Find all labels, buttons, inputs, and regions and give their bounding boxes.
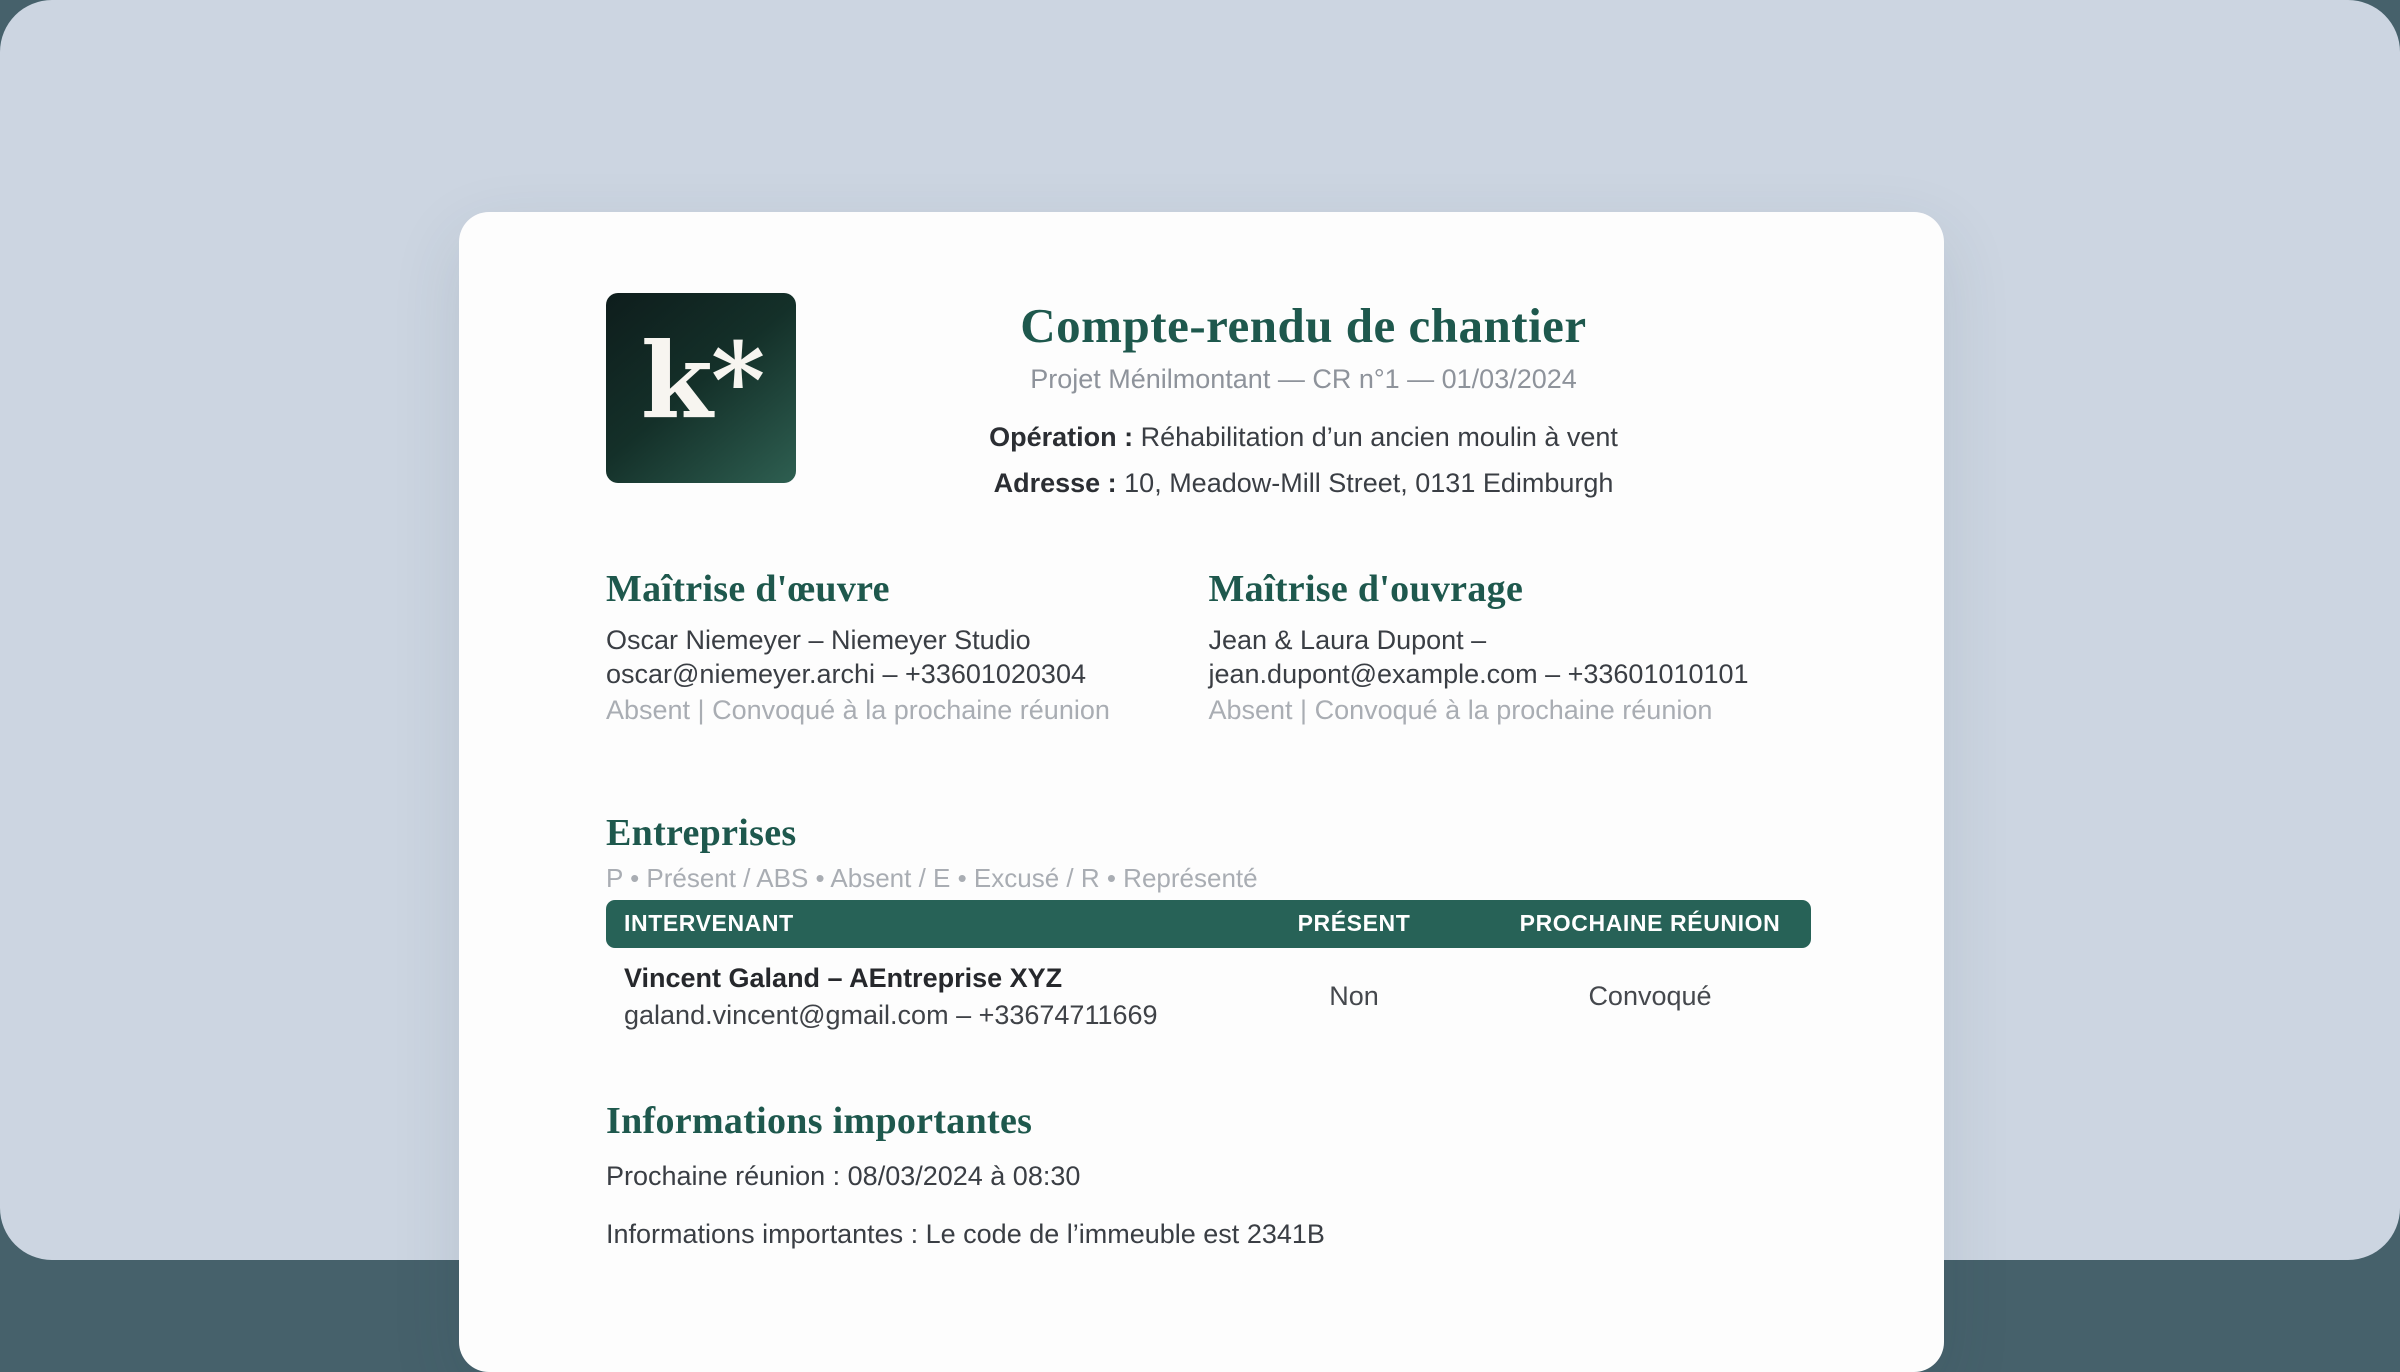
operation-line — [796, 422, 1811, 453]
table-header-row — [606, 900, 1811, 948]
company-logo — [606, 293, 796, 483]
intervenant-cell — [606, 962, 1219, 1031]
intervenant-contact: galand.vincent@gmail.com – +33674711669 — [624, 999, 1158, 1030]
column-header-present: PRÉSENT — [1297, 910, 1411, 937]
presence-legend: P • Présent / ABS • Absent / E • Excusé / R • Représenté — [606, 862, 1258, 893]
entreprises-section — [606, 813, 1811, 1053]
document-subtitle: Projet Ménilmontant — CR n°1 — 01/03/2024 — [1030, 364, 1577, 394]
maitrise-ouvrage-heading: Maîtrise d'ouvrage — [1208, 568, 1524, 610]
document-header — [606, 293, 1811, 499]
present-cell: Non — [1329, 980, 1379, 1011]
party-name: Jean & Laura Dupont – — [1208, 624, 1487, 655]
building-code-line: Informations importantes : Le code de l’immeuble est 2341B — [606, 1219, 1325, 1250]
intervenant-name: Vincent Galand – AEntreprise XYZ — [624, 962, 1063, 993]
address-value: 10, Meadow-Mill Street, 0131 Edimburgh — [1116, 468, 1614, 498]
maitrise-ouvrage-block — [1209, 569, 1812, 727]
next-meeting-line: Prochaine réunion : 08/03/2024 à 08:30 — [606, 1161, 1081, 1192]
party-contact: jean.dupont@example.com – +33601010101 — [1208, 658, 1749, 689]
table-row — [606, 948, 1811, 1053]
column-header-intervenant: INTERVENANT — [624, 910, 794, 937]
logo-mark: k* — [640, 319, 764, 442]
entreprises-heading: Entreprises — [606, 811, 797, 854]
operation-value: Réhabilitation d’un ancien moulin à vent — [1133, 422, 1618, 452]
party-status: Absent | Convoqué à la prochaine réunion — [606, 694, 1110, 725]
maitrise-ouvrage-details — [1209, 623, 1812, 727]
prochaine-reunion-cell: Convoqué — [1588, 980, 1712, 1011]
parties-section — [606, 569, 1811, 727]
maitrise-oeuvre-heading: Maîtrise d'œuvre — [606, 568, 890, 610]
column-header-prochaine-reunion: PROCHAINE RÉUNION — [1519, 910, 1781, 937]
operation-label: Opération : — [989, 422, 1134, 452]
header-text-block — [796, 293, 1811, 499]
informations-heading: Informations importantes — [606, 1099, 1033, 1142]
informations-section — [606, 1101, 1811, 1251]
party-name: Oscar Niemeyer – Niemeyer Studio — [606, 624, 1031, 655]
address-label: Adresse : — [993, 468, 1117, 498]
intervenants-table — [606, 900, 1811, 1053]
maitrise-oeuvre-details — [606, 623, 1209, 727]
party-contact: oscar@niemeyer.archi – +33601020304 — [606, 658, 1086, 689]
address-line — [796, 468, 1811, 499]
party-status: Absent | Convoqué à la prochaine réunion — [1208, 694, 1713, 725]
maitrise-oeuvre-block — [606, 569, 1209, 727]
page-title: Compte-rendu de chantier — [1020, 298, 1587, 353]
report-document-card — [459, 212, 1944, 1372]
